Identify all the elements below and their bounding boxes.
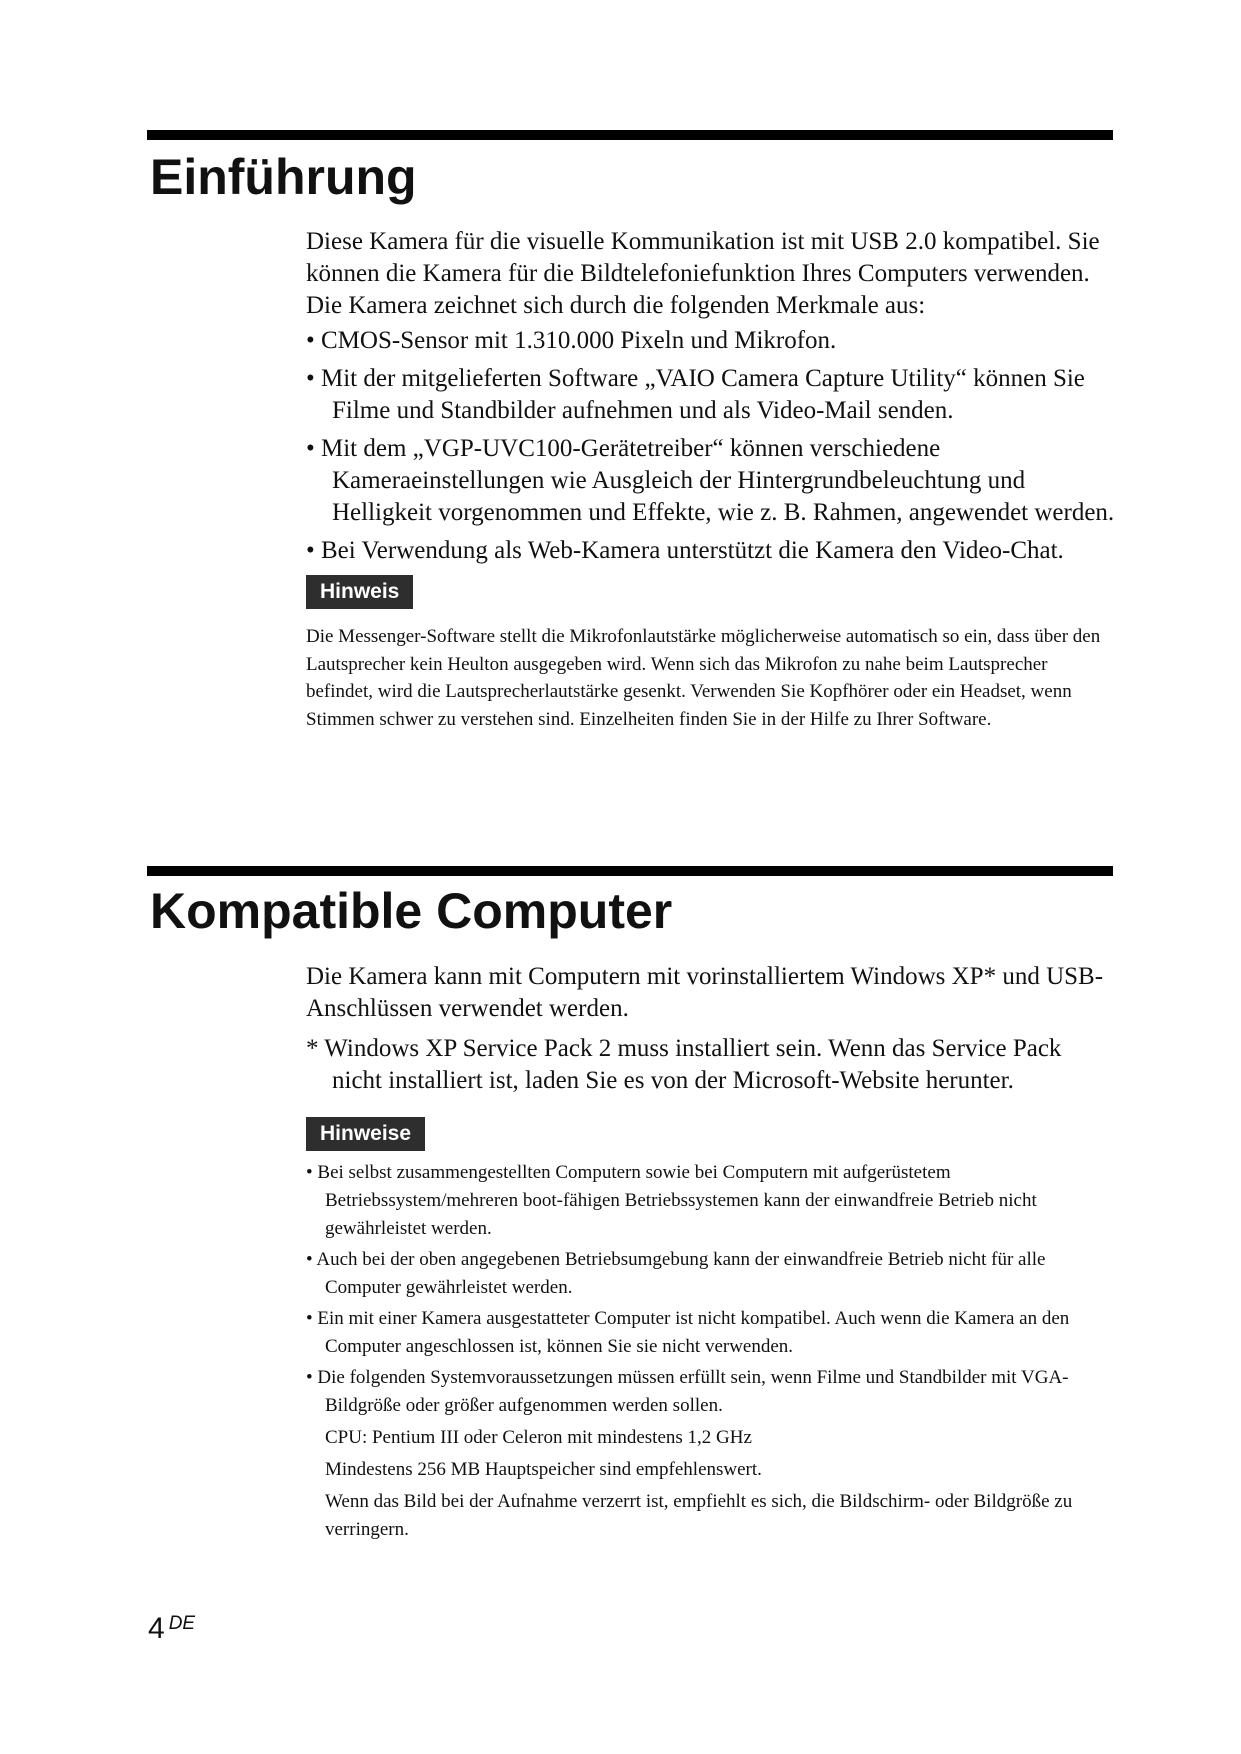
hinweise-badge: [306, 1117, 1116, 1151]
intro-paragraph: Diese Kamera für die visuelle Kommunikation ist mit USB 2.0 kompatibel. Sie können die Kamera für die Bildtelefoniefunktion Ihres Computers verwenden. Die Kamera zeichnet sich durch die folgenden Merkmale aus:: [306, 228, 1100, 319]
hinweise-item: • Bei selbst zusammengestellten Computern sowie bei Computern mit aufgerüstetem Betriebssystem/mehreren boot-fähigen Betriebssystemen kann der einwandfreie Betrieb nicht gewährleistet werden.: [306, 1162, 1037, 1239]
requirement-cpu: CPU: Pentium III oder Celeron mit mindestens 1,2 GHz: [325, 1427, 752, 1448]
hinweise-item: • Die folgenden Systemvoraussetzungen müssen erfüllt sein, wenn Filme und Standbilder mit VGA-Bildgröße oder größer aufgenommen werden sollen.: [306, 1367, 1069, 1416]
feature-item: • Bei Verwendung als Web-Kamera unterstützt die Kamera den Video-Chat.: [306, 537, 1064, 564]
requirement-image-size: Wenn das Bild bei der Aufnahme verzerrt ist, empfiehlt es sich, die Bildschirm- oder Bildgröße zu verringern.: [325, 1491, 1073, 1540]
hinweise-list: [306, 1159, 1116, 1544]
hinweis-label: Hinweis: [306, 575, 413, 609]
hinweise-item: • Ein mit einer Kamera ausgestatteter Computer ist nicht kompatibel. Auch wenn die Kamera an den Computer angeschlossen ist, können Sie sie nicht verwenden.: [306, 1308, 1070, 1357]
section-title-kompatible-computer: Kompatible Computer: [150, 883, 673, 939]
section-title-einfuehrung: Einführung: [150, 149, 417, 205]
hinweis-text: Die Messenger-Software stellt die Mikrofonlautstärke möglicherweise automatisch so ein, dass über den Lautsprecher kein Heulton ausgegeben wird. Wenn sich das Mikrofon zu nahe beim Lautsprecher befindet, wird die Lautsprecherlautstärke gesenkt. Verwenden Sie Kopfhörer oder ein Headset, wenn Stimmen schwer zu verstehen sind. Einzelheiten finden Sie in der Hilfe zu Ihrer Software.: [306, 626, 1101, 730]
requirement-memory: Mindestens 256 MB Hauptspeicher sind empfehlenswert.: [325, 1459, 762, 1480]
feature-item: • CMOS-Sensor mit 1.310.000 Pixeln und Mikrofon.: [306, 327, 837, 354]
page-language-code: DE: [168, 1613, 196, 1634]
kompatible-body: [306, 961, 1116, 1544]
compat-intro-paragraph: Die Kamera kann mit Computern mit vorinstalliertem Windows XP* und USB-Anschlüssen verwendet werden.: [306, 963, 1104, 1022]
einfuehrung-body: [306, 226, 1116, 733]
feature-item: • Mit dem „VGP-UVC100-Gerätetreiber“ können verschiedene Kameraeinstellungen wie Ausgleich der Hintergrundbeleuchtung und Helligkeit vorgenommen und Effekte, wie z. B. Rahmen, angewendet werden.: [306, 435, 1115, 526]
feature-list: [306, 325, 1116, 567]
section-divider-compatible: [147, 866, 1113, 876]
hinweise-label: Hinweise: [306, 1117, 425, 1151]
hinweise-item: • Auch bei der oben angegebenen Betriebsumgebung kann der einwandfreie Betrieb nicht für alle Computer gewährleistet werden.: [306, 1249, 1046, 1298]
section-divider-top: [147, 130, 1113, 140]
feature-item: • Mit der mitgelieferten Software „VAIO Camera Capture Utility“ können Sie Filme und Standbilder aufnehmen und als Video-Mail senden.: [306, 365, 1085, 424]
page-number: [148, 1614, 195, 1644]
page-number-value: 4: [148, 1612, 165, 1645]
footnote-windows-xp: * Windows XP Service Pack 2 muss installiert sein. Wenn das Service Pack nicht installiert ist, laden Sie es von der Microsoft-Website herunter.: [306, 1035, 1062, 1094]
hinweis-badge: [306, 575, 1116, 609]
